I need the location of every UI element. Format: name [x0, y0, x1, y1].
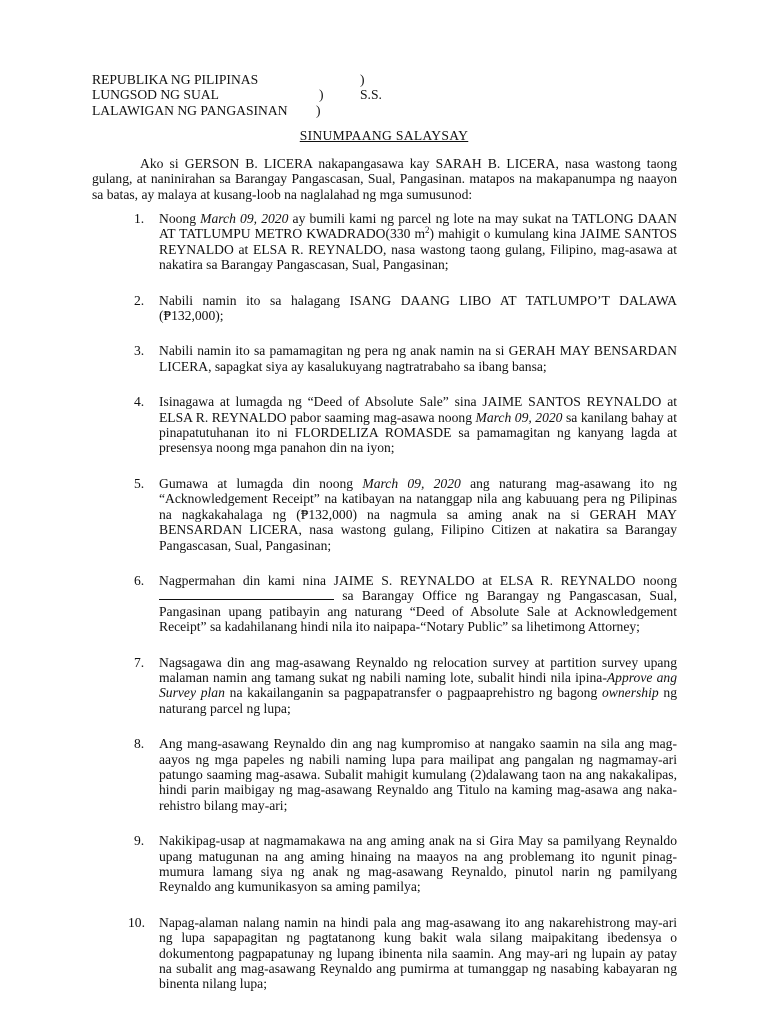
item-number: 2.	[134, 292, 145, 308]
item-text: ) mahigit o kumulang kina JAIME SANTOS REYNALDO at ELSA R. REYNALDO, nasa wastong taong gulang, Filipino, mag-asawa at nakatira sa Barangay Pangascasan, Sual, Pangasinan;	[159, 226, 677, 273]
document-title: SINUMPAANG SALAYSAY	[299, 128, 469, 143]
item-number: 6.	[134, 572, 145, 588]
item-number: 4.	[134, 394, 145, 410]
item-text: Isinagawa at lumagda ng “Deed of Absolute Sale” sina JAIME SANTOS REYNALDO at ELSA R. REYNALDO pabor saaming mag-asawa noong	[159, 394, 677, 425]
item-number: 9.	[134, 833, 145, 849]
item-text: Ang mang-asawang Reynaldo din ang nag kumpromiso at nangako saamin na sila ang mag-aayos ng mga papeles ng nabili naming lupa para mailipat ang pangalan ng nagmamay-ari patungo saaming mag-asawa. Subalit mahigit kumulang (2)dalawang taon na ang nakakalipas, hindi parin maibigay ng mag-asawang Reynaldo ang Titulo na kaming mag-asawa ang naka-rehistro bilang may-ari;	[159, 736, 677, 813]
item-italic-text: Approve ang Survey plan	[159, 669, 677, 701]
item-text: sa kanilang bahay at pinapatutuhanan ito ni FLORDELIZA ROMASDE sa pamamagitan ng kanyang lagda at presensya noong mga panahon din na iyon;	[159, 409, 677, 456]
list-item	[92, 573, 677, 635]
item-number: 1.	[134, 211, 145, 226]
numbered-list	[92, 211, 677, 1012]
item-number: 8.	[134, 736, 145, 752]
item-text: na kakailanganin sa pagpapatransfer o pagpaaprehistro ng bagong	[224, 685, 602, 701]
list-item	[92, 293, 677, 324]
date-blank-line	[159, 588, 334, 600]
header-ss: S.S.	[360, 87, 382, 103]
item-date: March 09, 2020	[362, 475, 461, 491]
superscript: 2	[425, 225, 430, 236]
item-text: ng naturang parcel ng lupa;	[159, 685, 677, 716]
item-text: Nabili namin ito sa pamamagitan ng pera ng anak namin na si GERAH MAY BENSARDAN LICERA, sapagkat siya ay kasalukuyang nagtratrabaho sa ibang bansa;	[159, 343, 677, 374]
item-text: Nagpermahan din kami nina JAIME S. REYNALDO at ELSA R. REYNALDO noong	[159, 572, 677, 588]
item-date: March 09, 2020	[475, 409, 563, 425]
item-date: March 09, 2020	[200, 211, 289, 226]
item-text: Noong	[159, 211, 201, 226]
item-text: ang naturang mag-asawang ito ng “Acknowledgement Receipt” na katibayan na natanggap nila ang kabuuang pera ng Pilipinas na nagkakahalaga ng (₱132,000) na nagmula sa aming anak na si GERAH MAY BENSARDAN LICERA, nasa wastong gulang, Filipino Citizen at nakatira sa Barangay Pangascasan, Sual, Pangasinan;	[159, 475, 678, 553]
list-item	[92, 343, 677, 374]
list-item	[92, 655, 677, 717]
item-text: Gumawa at lumagda din noong	[159, 475, 363, 491]
header-paren: )	[319, 87, 324, 103]
item-number: 5.	[134, 475, 145, 491]
header-lungsod: LUNGSOD NG SUAL	[92, 87, 219, 103]
header-republika: REPUBLIKA NG PILIPINAS	[92, 72, 259, 87]
item-text: sa Barangay Office ng Barangay ng Pangascasan, Sual, Pangasinan upang patibayin ang naturang “Deed of Absolute Sale at Acknowledgement Receipt” sa kadahilanang hindi nila ito naipapa-“Notary Public” sa lihetimong Attorney;	[159, 588, 677, 635]
list-item	[92, 211, 677, 273]
item-number: 3.	[134, 343, 145, 359]
item-text: Nagsagawa din ang mag-asawang Reynaldo ng relocation survey at partition survey upang malaman namin ang tamang sukat ng nabili naming lote, subalit hindi nila ipina-	[159, 654, 677, 685]
header-lalawigan: LALAWIGAN NG PANGASINAN	[92, 102, 288, 118]
item-number: 10.	[128, 914, 145, 930]
intro-paragraph: Ako si GERSON B. LICERA nakapangasawa kay SARAH B. LICERA, nasa wastong taong gulang, at naninirahan sa Barangay Pangascasan, Sual, Pangasinan. matapos na makapanumpa ng naayon sa batas, ay malaya at kusang-loob na naglalahad ng mga sumusunod:	[92, 156, 677, 202]
item-text: Napag-alaman nalang namin na hindi pala ang mag-asawang ito ang nakarehistrong may-ari ng lupa sapapagitan ng pagtatanong kung bakit wala silang maipakitang ibedensya o dokumentong pagpapatunay ng lupang ibinenta nila saamin. Ang may-ari ng lupain ay patay na subalit ang mag-asawang Reynaldo ang pumirma at tumanggap ng nasabing kabayaran ng binenta nilang lupa;	[159, 914, 677, 992]
item-italic-text: ownership	[602, 685, 659, 701]
item-text: Nakikipag-usap at nagmamakawa na ang aming anak na si Gira May sa pamilyang Reynaldo upang matugunan na ang aming hinaing na maayos na ang problemang ito ngunit pinag-mumura lamang siya ng anak ng mag-asawang Reynaldo, pinutol narin ng pamilyang Reynaldo ang kumunikasyon sa aming pamilya;	[159, 833, 677, 895]
header-paren: )	[360, 72, 365, 87]
list-item	[92, 736, 677, 813]
header-paren: )	[316, 102, 321, 118]
list-item	[92, 833, 677, 895]
item-text: Nabili namin ito sa halagang ISANG DAANG LIBO AT TATLUMPO’T DALAWA (₱132,000);	[159, 292, 677, 324]
item-text: ay bumili kami ng parcel ng lote na may sukat na TATLONG DAAN AT TATLUMPU METRO KWADRADO(330 m	[159, 211, 678, 242]
list-item	[92, 394, 677, 456]
list-item	[92, 476, 677, 553]
item-number: 7.	[134, 654, 145, 670]
list-item	[92, 915, 677, 992]
